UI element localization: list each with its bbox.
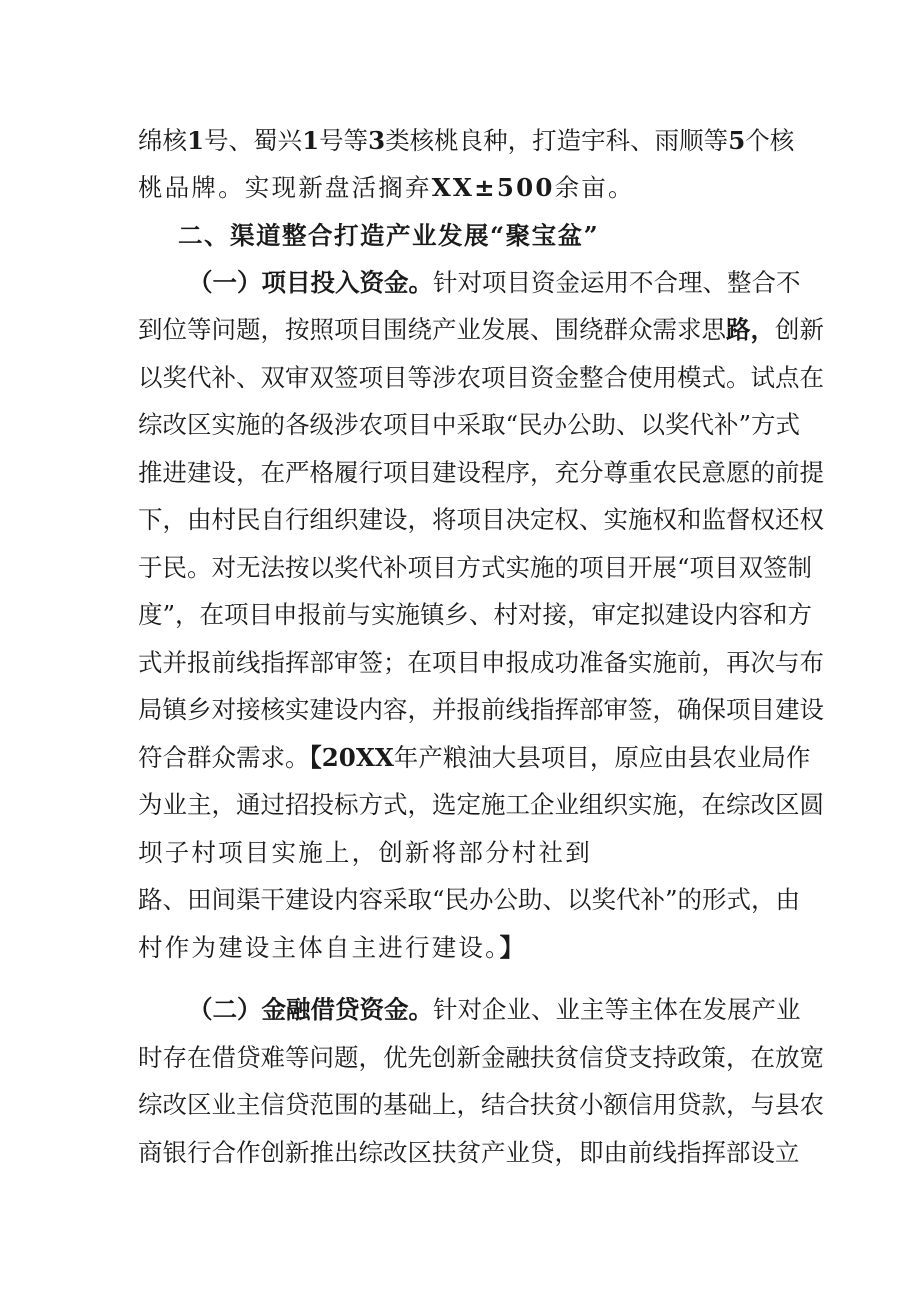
- subsection-first-line: （二）金融借贷资金。针对企业、业主等主体在发展产业: [188, 995, 801, 1024]
- paragraph-line: 时存在借贷难等问题，优先创新金融扶贫信贷支持政策，在放宽: [138, 1043, 824, 1072]
- paragraph-line: 推进建设，在严格履行项目建设程序，充分尊重农民意愿的前提: [138, 458, 824, 487]
- paragraph-line: 于民。对无法按以奖代补项目方式实施的项目开展“项目双签制: [138, 553, 813, 582]
- paragraph-line: 桃品牌。实现新盘活搁弃XX±500余亩。: [138, 173, 635, 202]
- paragraph-line: 综改区业主信贷范围的基础上，结合扶贫小额信用贷款，与县农: [138, 1090, 824, 1119]
- paragraph-line: 到位等问题，按照项目围绕产业发展、围绕群众需求思路，创新: [138, 315, 824, 344]
- paragraph-line: 式并报前线指挥部审签；在项目申报成功准备实施前，再次与布: [138, 648, 824, 677]
- paragraph-line: 下，由村民自行组织建设，将项目决定权、实施权和监督权还权: [138, 505, 824, 534]
- paragraph-line: 村作为建设主体自主进行建设。】: [138, 933, 527, 962]
- section-heading: 二、渠道整合打造产业发展“聚宝盆”: [178, 221, 600, 250]
- paragraph-line: 度”，在项目申报前与实施镇乡、村对接，审定拟建设内容和方: [138, 600, 813, 629]
- paragraph-line: 综改区实施的各级涉农项目中采取“民办公助、以奖代补”方式: [138, 410, 801, 439]
- paragraph-line: 坝子村项目实施上，创新将部分村社到: [138, 838, 592, 867]
- paragraph-line: 局镇乡对接核实建设内容，并报前线指挥部审签，确保项目建设: [138, 695, 824, 724]
- paragraph-line: 为业主，通过招投标方式，选定施工企业组织实施，在综改区圆: [138, 790, 824, 819]
- paragraph-line: 以奖代补、双审双签项目等涉农项目资金整合使用模式。试点在: [138, 363, 824, 392]
- paragraph-line: 符合群众需求。【20XX年产粮油大县项目，原应由县农业局作: [138, 743, 811, 772]
- paragraph-line: 绵核1号、蜀兴1号等3类核桃良种，打造宇科、雨顺等5个核: [138, 126, 795, 155]
- paragraph-line: 商银行合作创新推出综改区扶贫产业贷，即由前线指挥部设立: [138, 1138, 800, 1167]
- subsection-first-line: （一）项目投入资金。针对项目资金运用不合理、整合不: [188, 268, 801, 297]
- paragraph-line: 路、田间渠干建设内容采取“民办公助、以奖代补”的形式，由: [138, 885, 801, 914]
